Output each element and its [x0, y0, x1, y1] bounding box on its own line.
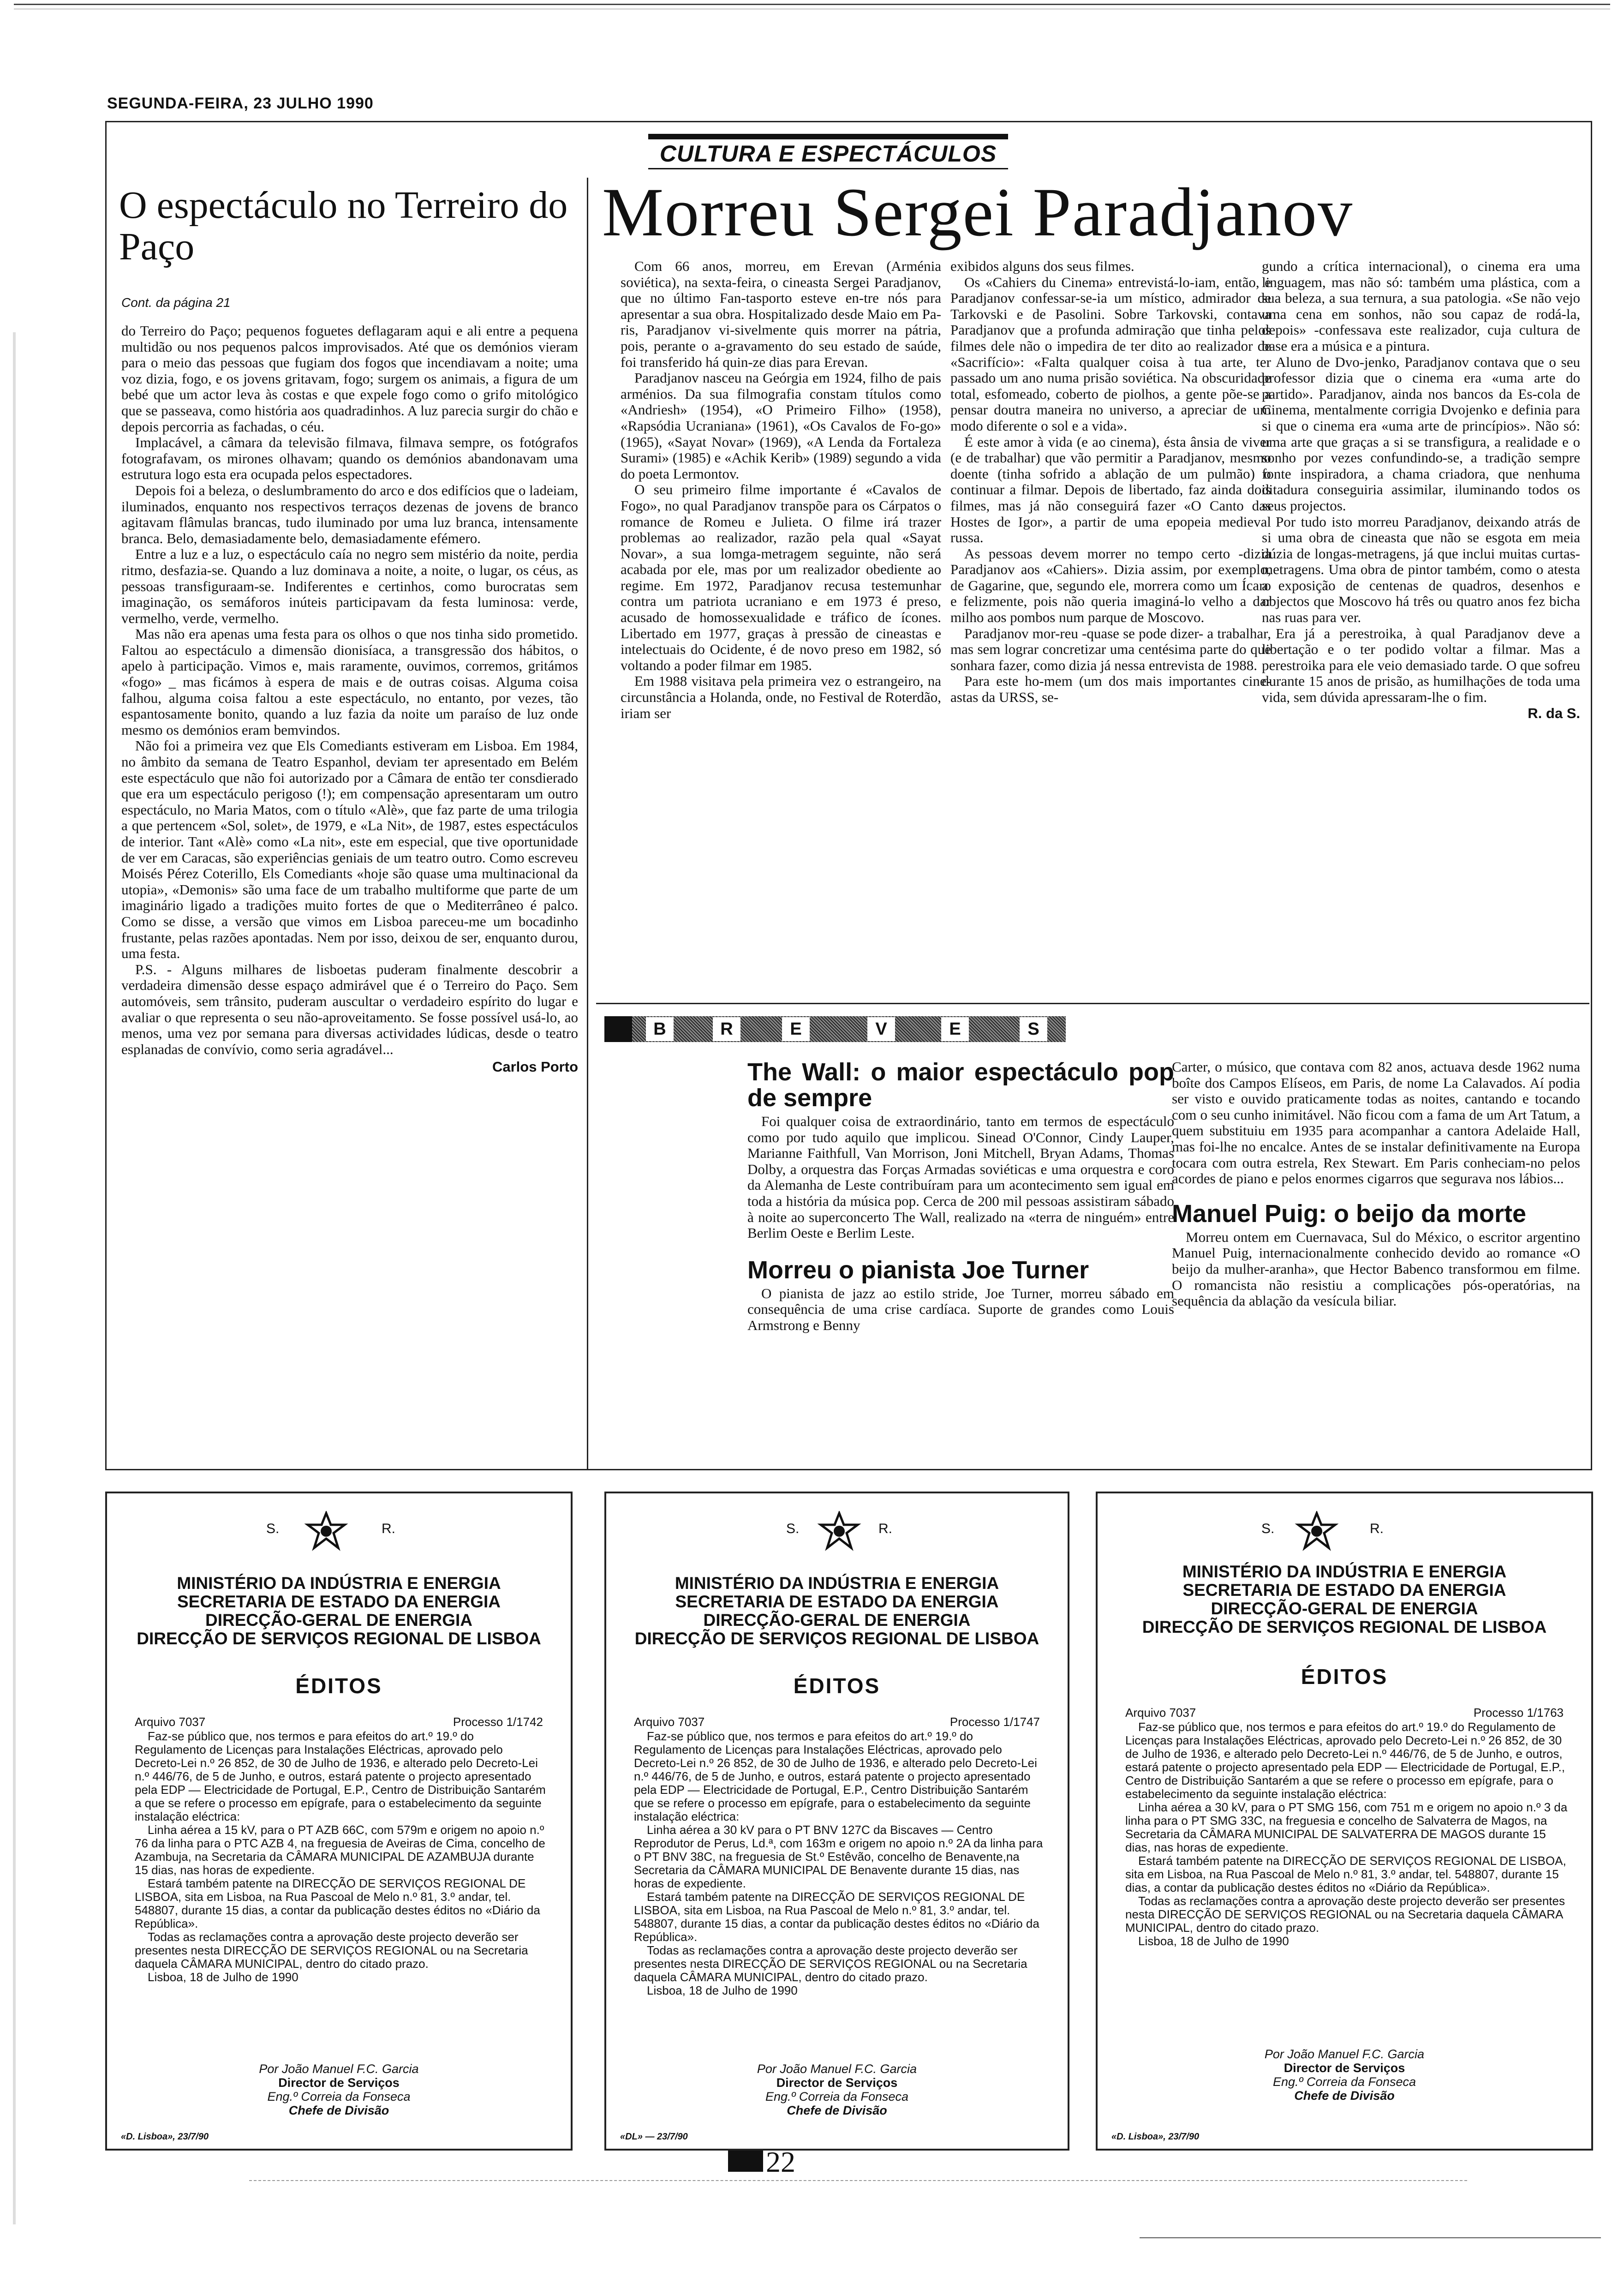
bottom-rule [249, 2180, 1467, 2181]
signer: Por João Manuel F.C. Garcia [259, 2062, 419, 2076]
breves-letter: R [713, 1017, 740, 1041]
paragraph: Carter, o músico, que contava com 82 anos, actuava desde 1962 numa boîte dos Campos Elíseos, em Paris, de nome La Calavados. Aí podia ser visto e ouvido praticamente todas as noites, cantando e tocando com o seu cunho inimitável. Não ficou com a fama de um Art Tatum, a quem substituiu em 1935 para acompanhar a cantora Adelaide Hall, mas foi-lhe no encalce. Antes de se instalar definitivamente na Europa tocara com outra estrela, Rex Stewart. Em Paris conheciam-no pelos acordes de piano e pelos enormes cigarros que segurava nos lábios... [1172, 1059, 1580, 1187]
crest-icon [303, 1511, 349, 1552]
paragraph: Faz-se público que, nos termos e para efeitos do art.º 19.º do Regulamento de Licenças para Instalações Eléctricas, aprovado pelo Decreto-Lei n.º 26 852, de 30 de Julho de 1936, e alterado pelo Decreto-Lei n.º 446/76, de 5 de Junho, e outros, estará patente o projecto apresentado pela EDP — Electricidade de Portugal, E.P., Centro de Distribuição Santarém a que se refere o processo em epígrafe, para o estabelecimento da seguinte instalação eléctrica: [135, 1729, 546, 1823]
notice-body [1125, 1720, 1568, 1948]
paragraph: Depois foi a beleza, o deslumbramento do arco e dos edifícios que o ladeiam, iluminados, enquanto nos respectivos terraços dezenas de jovens de branco agitavam flâmulas brancas, tudo iluminado por uma luz branca, intensamente branca. Belo, demasiadamente belo, demasiadamente efémero. [121, 482, 578, 546]
paragraph: Em 1988 visitava pela primeira vez o estrangeiro, na circunstância a Holanda, onde, no Festival de Roterdão, iriam ser [621, 673, 941, 721]
notice-heading: DIRECÇÃO-GERAL DE ENERGIA [703, 1611, 971, 1630]
paragraph: P.S. - Alguns milhares de lisboetas puderam finalmente descobrir a verdadeira dimensão desse espaço admirável que é o Terreiro do Paço. Sem automóveis, sem trânsito, puderam auscultar o verdadeiro espírito do lugar e avaliar o que representa o seu não-aproveitamento. Se fosse possível usá-lo, ao menos, uma vez por semana para diversas actividades lúdicas, desde o teatro esplanadas de convívio, como seria agradável... [121, 961, 578, 1057]
process-number: Processo 1/1763 [1473, 1706, 1564, 1720]
section-title: CULTURA E ESPECTÁCULOS [648, 134, 1008, 169]
continuation-note: Cont. da página 21 [121, 295, 231, 310]
byline: Carlos Porto [492, 1059, 578, 1075]
paragraph: As pessoas devem morrer no tempo certo -dizia Paradjanov aos «Cahiers». Dizia assim, por exemplo, de Gagarine, que, segundo ele, morrera como um Ícaro e felizmente, pois não queria imaginá-lo velho a dar milho aos pombos num parque de Moscovo. [950, 545, 1271, 626]
legal-notice [105, 1492, 573, 2151]
left-article-body [121, 323, 578, 1075]
brief-headline: The Wall: o maior espectáculo pop de sempre [747, 1058, 1174, 1112]
archive-number: Arquivo 7037 [1125, 1706, 1196, 1720]
notice-source: «D. Lisboa», 23/7/90 [1111, 2132, 1200, 2142]
breves-letter: S [1020, 1017, 1047, 1041]
signer-title: Chefe de Divisão [1294, 2089, 1395, 2103]
notice-source: «D. Lisboa», 23/7/90 [121, 2132, 209, 2142]
notice-r: R. [1370, 1521, 1384, 1536]
column-divider [587, 178, 588, 1470]
page-number: 22 [766, 2145, 795, 2178]
notice-title: ÉDITOS [793, 1674, 881, 1698]
legal-notice [604, 1492, 1069, 2151]
breves-letter: E [941, 1017, 969, 1041]
paragraph: Estará também patente na DIRECÇÃO DE SERVIÇOS REGIONAL DE LISBOA, sita em Lisboa, na Rua Pascoal de Melo n.º 81, 3.º andar, tel. 548807, durante 15 dias, a contar da publicação destes éditos no «Diário da República». [1125, 1854, 1566, 1894]
breves-col-left [747, 1059, 1174, 1334]
breves-letter: E [782, 1017, 810, 1041]
paragraph: Lisboa, 18 de Julho de 1990 [1138, 1934, 1289, 1948]
paragraph: Foi qualquer coisa de extraordinário, tanto em termos de espectáculo como por tudo aquilo que implicou. Sinead O'Connor, Cindy Lauper, Marianne Faithfull, Van Morrison, Joni Mitchell, Bryan Adams, Thomas Dolby, a orquestra das Forças Armadas soviéticas e uma orquestra e coro da Alemanha de Leste contribuíram para um acontecimento sem igual em toda a história da música pop. Cerca de 200 mil pessoas assistiram sábado à noite ao superconcerto The Wall, realizado na «terra de ninguém» entre Berlim Oeste e Berlim Leste. [747, 1113, 1174, 1241]
notice-title: ÉDITOS [295, 1674, 382, 1698]
paragraph: Estará também patente na DIRECÇÃO DE SERVIÇOS REGIONAL DE LISBOA, sita em Lisboa, na Rua Pascoal de Melo n.º 81, 3.º andar, tel. 548807, durante 15 dias, a contar da publicação destes éditos no «Diário da República». [135, 1876, 540, 1930]
notice-heading: SECRETARIA DE ESTADO DA ENERGIA [1182, 1581, 1506, 1600]
notice-heading: MINISTÉRIO DA INDÚSTRIA E ENERGIA [675, 1574, 999, 1593]
notice-s: S. [786, 1521, 800, 1536]
byline: R. da S. [1528, 705, 1580, 721]
notice-r: R. [382, 1521, 395, 1536]
breves-letter: V [867, 1017, 895, 1041]
paragraph: do Terreiro do Paço; pequenos foguetes deflagaram aqui e ali entre a pequena multidão ou nos pequenos palcos improvisados. Até que os demónios vieram para o meio das pessoas que fugiam dos fogos que incendiavam a noite; uma voz dizia, fogo, e os jovens gritavam, fogo; surgem os animais, a figura de um bebé que um actor leva às costas e que expele fogo como o grifo mitológico que se passeava, como história aos quadradinhos. A luz parecia surgir do chão e depois percorria as fachadas, o céu. [121, 323, 578, 435]
notice-r: R. [878, 1521, 892, 1536]
paragraph: Estará também patente na DIRECÇÃO DE SERVIÇOS REGIONAL DE LISBOA, sita em Lisboa, na Rua Pascoal de Melo n.º 81, 3.º andar, tel. 548807, durante 15 dias, a contar da publicação destes éditos no «Diário da República». [634, 1890, 1039, 1944]
notice-signature [107, 2062, 571, 2117]
paragraph: Faz-se público que, nos termos e para efeitos do art.º 19.º do Regulamento de Licenças para Instalações Eléctricas, aprovado pelo Decreto-Lei n.º 26 852, de 30 de Julho de 1936, e alterado pelo Decreto-Lei n.º 446/76, de 5 de Junho, e outros, estará patente o projecto apresentado pela EDP — Electricidade de Portugal, E.P., Centro Distribuição Santarém que se refere o processo em epígrafe, para o estabelecimento da seguinte instalação eléctrica: [634, 1729, 1037, 1823]
legal-notice [1096, 1492, 1593, 2151]
process-number: Processo 1/1742 [453, 1715, 543, 1729]
paragraph: Todas as reclamações contra a aprovação deste projecto deverão ser presentes nesta DIRECÇÃO DE SERVIÇOS REGIONAL ou na Secretaria daquela CÂMARA MUNICIPAL, dentro do citado prazo. [634, 1943, 1027, 1984]
paragraph: gundo a crítica internacional), o cinema era uma linguagem, mas não só: também uma plástica, com a sua beleza, a sua ternura, a sua patologia. «Se não vejo uma cena em sonhos, não sou capaz de rodá-la, depois» -confessava este realizador, cuja cultura de base era a música e a pintura. [1262, 258, 1580, 354]
brief-headline: Manuel Puig: o beijo da morte [1172, 1199, 1527, 1228]
paragraph: Era já a perestroika, à qual Paradjanov deve a libertação e o ter podido voltar a filmar. Mas a perestroika para ele veio demasiado tarde. O que sofreu durante 15 anos de prisão, as humilhações de toda uma vida, sem dúvida apressaram-lhe o fim. [1262, 625, 1580, 706]
breves-rule [596, 1003, 1589, 1004]
notice-heading: DIRECÇÃO-GERAL DE ENERGIA [1211, 1599, 1478, 1618]
paragraph: Linha aérea a 15 kV, para o PT AZB 66C, com 579m e origem no apoio n.º 76 da linha para o PTC AZB 4, na freguesia de Aveiras de Cima, concelho de Azambuja, na Secretaria da CÂMARA MUNICIPAL DE AZAMBUJA durante 15 dias, nas horas de expediente. [135, 1823, 545, 1877]
notice-heading: DIRECÇÃO DE SERVIÇOS REGIONAL DE LISBOA [634, 1629, 1039, 1648]
newspaper-logo-icon [728, 2151, 763, 2172]
signer-title: Director de Serviços [776, 2076, 898, 2090]
paragraph: Lisboa, 18 de Julho de 1990 [647, 1983, 798, 1997]
paragraph: Linha aérea a 30 kV, para o PT SMG 156, com 751 m e origem no apoio n.º 3 da linha para o PT SMG 33C, na freguesia e concelho de Salvaterra de Magos, na Secretaria da CÂMARA MUNICIPAL DE SALVATERRA DE MAGOS durante 15 dias, nas horas de expediente. [1125, 1800, 1568, 1854]
dateline: SEGUNDA-FEIRA, 23 JULHO 1990 [107, 95, 374, 112]
paragraph: Aluno de Dvo-jenko, Paradjanov contava que o seu professor dizia que o cinema era «uma arte do partido». Paradjanov, ainda nos bancos da Es-cola de Cinema, mentalmente corrigia Dvojenko e definia para si que o cinema era «uma arte de princípios». Não só: uma arte que graças a si se transfigura, a realidade e o sonho por vezes confundindo-se, a tradição sempre fonte inspiradora, a chama criadora, que nenhuma ditadura conseguiria assimilar, iluminando todos os seus projectos. [1262, 354, 1580, 514]
main-article-title: Morreu Sergei Paradjanov [602, 174, 1354, 251]
notice-source: «DL» — 23/7/90 [620, 2132, 688, 2142]
top-rule [14, 4, 1610, 9]
signer: Eng.º Correia da Fonseca [765, 2090, 909, 2103]
notice-body [135, 1730, 548, 1984]
paragraph: O seu primeiro filme importante é «Cavalos de Fogo», no qual Paradjanov transpõe para os Cárpatos o romance de Romeu e Julieta. O filme irá trazer problemas ao realizador, razão pela qual «Sayat Novar», a sua lomga-metragem seguinte, não será acabada por ele, mas por um realizador obediente ao regime. Em 1972, Paradjanov recusa testemunhar contra um patriota ucraniano e em 1973 é preso, acusado de homossexualidade e tráfico de ícones. Libertado em 1977, graças à pressão de cineastas e intelectuais do Ocidente, é de novo preso em 1982, só voltando a poder filmar em 1985. [621, 481, 941, 673]
signer-title: Director de Serviços [1284, 2061, 1405, 2075]
notice-headings [1098, 1563, 1591, 1636]
notice-meta [1125, 1706, 1564, 1720]
notice-title: ÉDITOS [1301, 1665, 1388, 1689]
notice-heading: SECRETARIA DE ESTADO DA ENERGIA [177, 1592, 501, 1611]
process-number: Processo 1/1747 [949, 1715, 1040, 1729]
signer: Por João Manuel F.C. Garcia [1264, 2047, 1425, 2061]
paragraph: O pianista de jazz ao estilo stride, Joe Turner, morreu sábado em consequência de uma crise cardíaca. Suporte de grandes como Louis Armstrong e Benny [747, 1285, 1174, 1333]
notice-heading: MINISTÉRIO DA INDÚSTRIA E ENERGIA [177, 1574, 501, 1593]
notice-heading: MINISTÉRIO DA INDÚSTRIA E ENERGIA [1182, 1562, 1507, 1581]
main-article-col3 [1262, 258, 1580, 721]
brief-headline: Morreu o pianista Joe Turner [747, 1256, 1089, 1284]
main-article-col1 [621, 258, 941, 721]
paragraph: Todas as reclamações contra a aprovação deste projecto deverão ser presentes nesta DIRECÇÃO DE SERVIÇOS REGIONAL ou na Secretaria daquela CÂMARA MUNICIPAL, dentro do citado prazo. [135, 1930, 528, 1971]
breves-bar [604, 1016, 1066, 1042]
paragraph: É este amor à vida (e ao cinema), ésta ânsia de viver (e de trabalhar) que vão permitir a Paradjanov, mesmo doente (tinha sofrido a ablação de um pulmão) o continuar a filmar. Depois de libertado, faz ainda dois filmes, mas já não conseguirá fazer «O Canto das Hostes de Igor», a partir de uma epopeia medieval russa. [950, 433, 1271, 546]
paragraph: Para este ho-mem (um dos mais importantes cine-astas da URSS, se- [950, 673, 1271, 706]
left-article-title: O espectáculo no Terreiro do Paço [119, 184, 568, 268]
notice-heading: DIRECÇÃO-GERAL DE ENERGIA [205, 1611, 473, 1630]
notice-heading: DIRECÇÃO DE SERVIÇOS REGIONAL DE LISBOA [137, 1629, 541, 1648]
paragraph: Por tudo isto morreu Paradjanov, deixando atrás de si uma obra de cineasta que não se esgota em meia dúzia de longas-metragens, já que inclui muitas curtas-metragens. Uma obra de pintor também, como o atesta a exposição de centenas de quadros, desenhos e objectos que Moscovo há três ou quatro anos fez bicha nas ruas para ver. [1262, 513, 1580, 626]
breves-square [604, 1016, 632, 1042]
notice-meta [634, 1715, 1040, 1729]
paragraph: Linha aérea a 30 kV para o PT BNV 127C da Biscaves — Centro Reprodutor de Perus, Ld.ª, com 163m e origem no apoio n.º 2A da linha para o PT BNV 38C, na freguesia de St.º Estêvão, concelho de Benavente,na Secretaria da CÂMARA MUNICIPAL DE Benavente durante 15 dias, nas horas de expediente. [634, 1823, 1043, 1890]
signer-title: Chefe de Divisão [787, 2103, 887, 2117]
notice-signature [606, 2062, 1068, 2117]
paragraph: Com 66 anos, morreu, em Erevan (Arménia soviética), na sexta-feira, o cineasta Sergei Paradjanov, que no último Fan-tasporto esteve en-tre nós para apresentar a sua obra. Hospitalizado desde Maio em Pa-ris, Paradjanov vi-sivelmente quis morrer na pátria, pois, perante o a-gravamento do seu estado de saúde, foi transferido há quin-ze dias para Erevan. [621, 258, 941, 370]
scan-specks [1140, 2237, 1601, 2238]
notice-meta [135, 1715, 543, 1729]
paragraph: Paradjanov nasceu na Geórgia em 1924, filho de pais arménios. Da sua filmografia constam títulos como «Andriesh» (1954), «O Primeiro Filho» (1958), «Rapsódia Ucraniana» (1961), «Os Cavalos de Fo-go» (1965), «Sayat Novar» (1969), «A Lenda da Fortaleza Surami» (1985) e «Achik Kerib» (1989) segundo a vida do poeta Lermontov. [621, 370, 941, 482]
paragraph: Paradjanov mor-reu -quase se pode dizer- a trabalhar, mas sem lograr concretizar uma centésima parte do que sonhara fazer, como dizia já nessa entrevista de 1988. [950, 625, 1271, 673]
crest-icon [816, 1511, 862, 1552]
paragraph: Não foi a primeira vez que Els Comediants estiveram em Lisboa. Em 1984, no âmbito da semana de Teatro Espanhol, deviam ter apresentado em Belém este espectáculo que não foi autorizado por a Câmara de então ter consdierado que era um espectáculo perigoso (!); em compensação apresentaram um outro espectáculo, no Maria Matos, com o título «Alè», que faz parte de uma trilogia a que pertencem «Sol, solet», de 1979, e «La Nit», de 1987, estes espectáculos de interior. Tant «Alè» como «La nit», este em especial, que tive oportunidade de ver em Caracas, são experiências geniais de um teatro outro. Como escreveu Moisés Pérez Coterillo, Els Comediants «hoje são quase uma multinacional da utopia», «Demonis» são uma face de um trabalho multiforme que parte de um imaginário ligado a tradições muito fortes de que o Mediterrâneo é palco. Como se disse, a versão que vimos em Lisboa pareceu-me um bocadinho frustante, pelas razões apontadas. Nem por isso, deixou de ser, enquanto durou, uma festa. [121, 737, 578, 962]
notice-heading: SECRETARIA DE ESTADO DA ENERGIA [675, 1592, 999, 1611]
signer: Eng.º Correia da Fonseca [267, 2090, 411, 2103]
scan-edge [13, 332, 16, 2224]
paragraph: Implacável, a câmara da televisão filmava, filmava sempre, os fotógrafos fotografavam, os mirones olhavam; quando os demónios abandonavam uma estrutura logo esta era ocupada pelos espectadores. [121, 434, 578, 483]
signer: Eng.º Correia da Fonseca [1272, 2075, 1416, 2089]
paragraph: Mas não era apenas uma festa para os olhos o que nos tinha sido prometido. Faltou ao espectáculo a dimensão dionisíaca, a transgressão dos hábitos, o apelo à participação. Vimos e, mais raramente, ouvimos, corremos, gritámos «fogo» _ mas ficámos à espera de mais e de outras coisas. Alguma coisa falhou, alguma coisa faltou a este espectáculo, no entanto, por vezes, tão espantosamente bonito, quando a luz fazia da noite um paraíso de luz onde mesmo os demónios eram bemvindos. [121, 626, 578, 738]
signer-title: Director de Serviços [278, 2076, 400, 2090]
crest-icon [1294, 1511, 1340, 1552]
paragraph: Todas as reclamações contra a aprovação deste projecto deverão ser presentes nesta DIRECÇÃO DE SERVIÇOS REGIONAL ou na Secretaria daquela CÂMARA MUNICIPAL, dentro do citado prazo. [1125, 1894, 1565, 1935]
archive-number: Arquivo 7037 [135, 1715, 206, 1729]
notice-signature [1098, 2047, 1591, 2103]
notice-headings [107, 1574, 571, 1648]
notice-body [634, 1730, 1045, 1997]
breves-col-right [1172, 1059, 1580, 1309]
paragraph: Entre a luz e a luz, o espectáculo caía no negro sem mistério da noite, perdia ritmo, desfazia-se. Quando a luz dominava a noite, a noite, o lugar, os céus, as pessoas transfiguraam-se. Indiferentes e certinhos, como burocratas sem imaginação, os semáforos inúteis participavam da festa luminosa: verde, vermelho, verde, vermelho. [121, 546, 578, 626]
breves-letter: B [646, 1017, 674, 1041]
main-article-col2 [950, 258, 1271, 706]
paragraph: Faz-se público que, nos termos e para efeitos do art.º 19.º do Regulamento de Licenças para Instalações Eléctricas, aprovado pelo Decreto-Lei n.º 26 852, de 30 de Julho de 1936, e alterado pelo Decreto-Lei n.º 446/76, de 5 de Junho, e outros, estará patente o projecto apresentado pela EDP — Electricidade de Portugal, E.P., Centro de Distribuição Santarém a que se refere o processo em epígrafe, para o estabelecimento da seguinte instalação eléctrica: [1125, 1720, 1565, 1801]
notice-heading: DIRECÇÃO DE SERVIÇOS REGIONAL DE LISBOA [1142, 1618, 1547, 1636]
signer: Por João Manuel F.C. Garcia [757, 2062, 917, 2076]
notice-headings [606, 1574, 1068, 1648]
paragraph: Morreu ontem em Cuernavaca, Sul do México, o escritor argentino Manuel Puig, internacionalmente conhecido devido ao romance «O beijo da mulher-aranha», que Hector Babenco transformou em filme. O romancista não resistiu a complicações pós-operatórias, na sequência da ablação da vesícula biliar. [1172, 1228, 1580, 1309]
paragraph: Lisboa, 18 de Julho de 1990 [148, 1970, 299, 1984]
notice-s: S. [1261, 1521, 1275, 1536]
paragraph: Os «Cahiers du Cinema» entrevistá-lo-iam, então, e Paradjanov confessar-se-ia um místico, admirador de Tarkovski e de Pasolini. Sobre Tarkovski, contava Paradjanov que a profunda admiração que tinha pelos filmes dele não o impedira de ter dito ao realizador de «Sacrifício»: «Falta qualquer coisa à tua arte, ter passado um ano numa prisão soviética. Na obscuridade total, esfomeado, coberto de piolhos, a gente põe-se a pensar doutra maneira no universo, a apreciar de um modo diferente o sol e a vida». [950, 274, 1271, 434]
archive-number: Arquivo 7037 [634, 1715, 705, 1729]
paragraph: exibidos alguns dos seus filmes. [950, 258, 1134, 274]
notice-s: S. [266, 1521, 280, 1536]
signer-title: Chefe de Divisão [288, 2103, 389, 2117]
